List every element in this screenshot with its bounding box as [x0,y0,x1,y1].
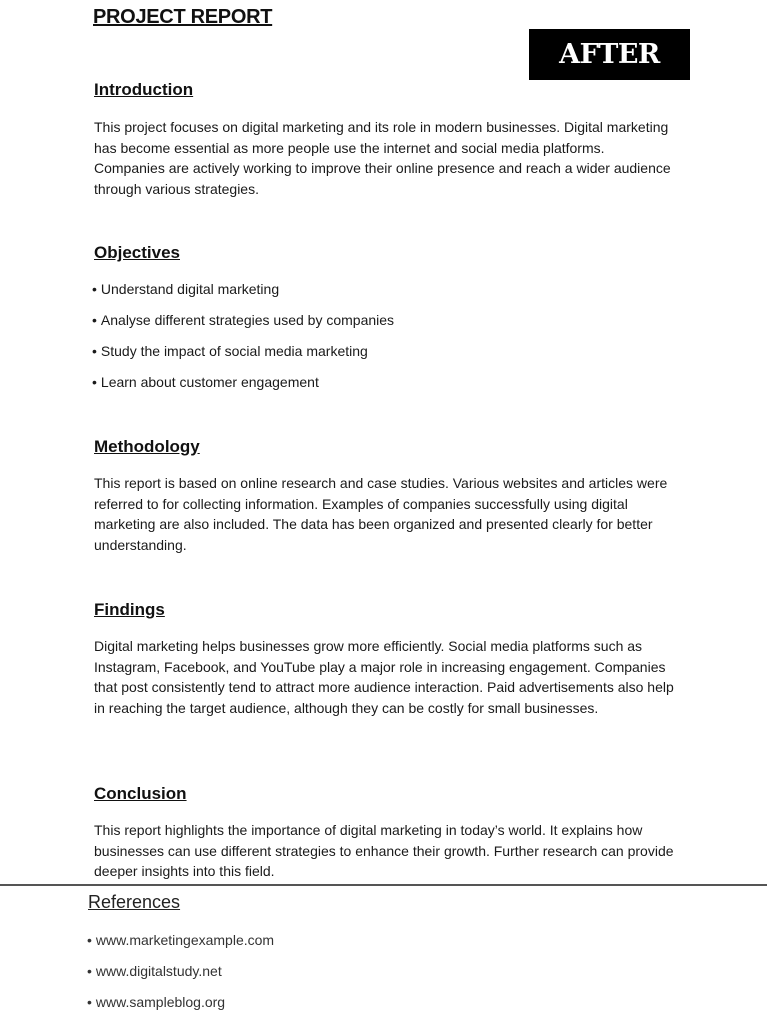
objective-item: • Understand digital marketing [92,279,394,310]
after-badge: AFTER [529,29,690,80]
reference-item: • www.digitalstudy.net [87,961,274,992]
objective-item: • Analyse different strategies used by companies [92,310,394,341]
objective-item: • Learn about customer engagement [92,372,394,403]
report-title: PROJECT REPORT [93,6,273,28]
conclusion-heading: Conclusion [94,784,187,803]
introduction-text: This project focuses on digital marketing and its role in modern businesses. Digital marketing has become essential as more people use the internet and social media platforms. Companies are actively working to improve their online presence and reach a wider audience through various strategies. [94,119,671,197]
conclusion-text: This report highlights the importance of digital marketing in today’s world. It explains how businesses can use different strategies to enhance their growth. Further research can provide deeper insights into this field. [94,822,674,879]
objective-item: • Study the impact of social media marketing [92,341,394,372]
findings-text: Digital marketing helps businesses grow more efficiently. Social media platforms such as Instagram, Facebook, and YouTube play a major role in increasing engagement. Companies that post consistently tend to attract more audience interaction. Paid advertisements also help in reaching the target audience, although they can be costly for small businesses. [94,638,674,716]
references-list [87,930,274,1023]
findings-heading: Findings [94,600,165,619]
methodology-text: This report is based on online research and case studies. Various websites and articles were referred to for collecting information. Examples of companies successfully using digital marketing are also included. The data has been organized and presented clearly for better understanding. [94,475,668,553]
reference-item: • www.sampleblog.org [87,992,274,1023]
methodology-heading: Methodology [94,437,200,456]
objectives-heading: Objectives [94,243,180,262]
references-heading: References [88,892,181,912]
introduction-heading: Introduction [94,80,194,99]
reference-item: • www.marketingexample.com [87,930,274,961]
objectives-list [92,279,394,403]
